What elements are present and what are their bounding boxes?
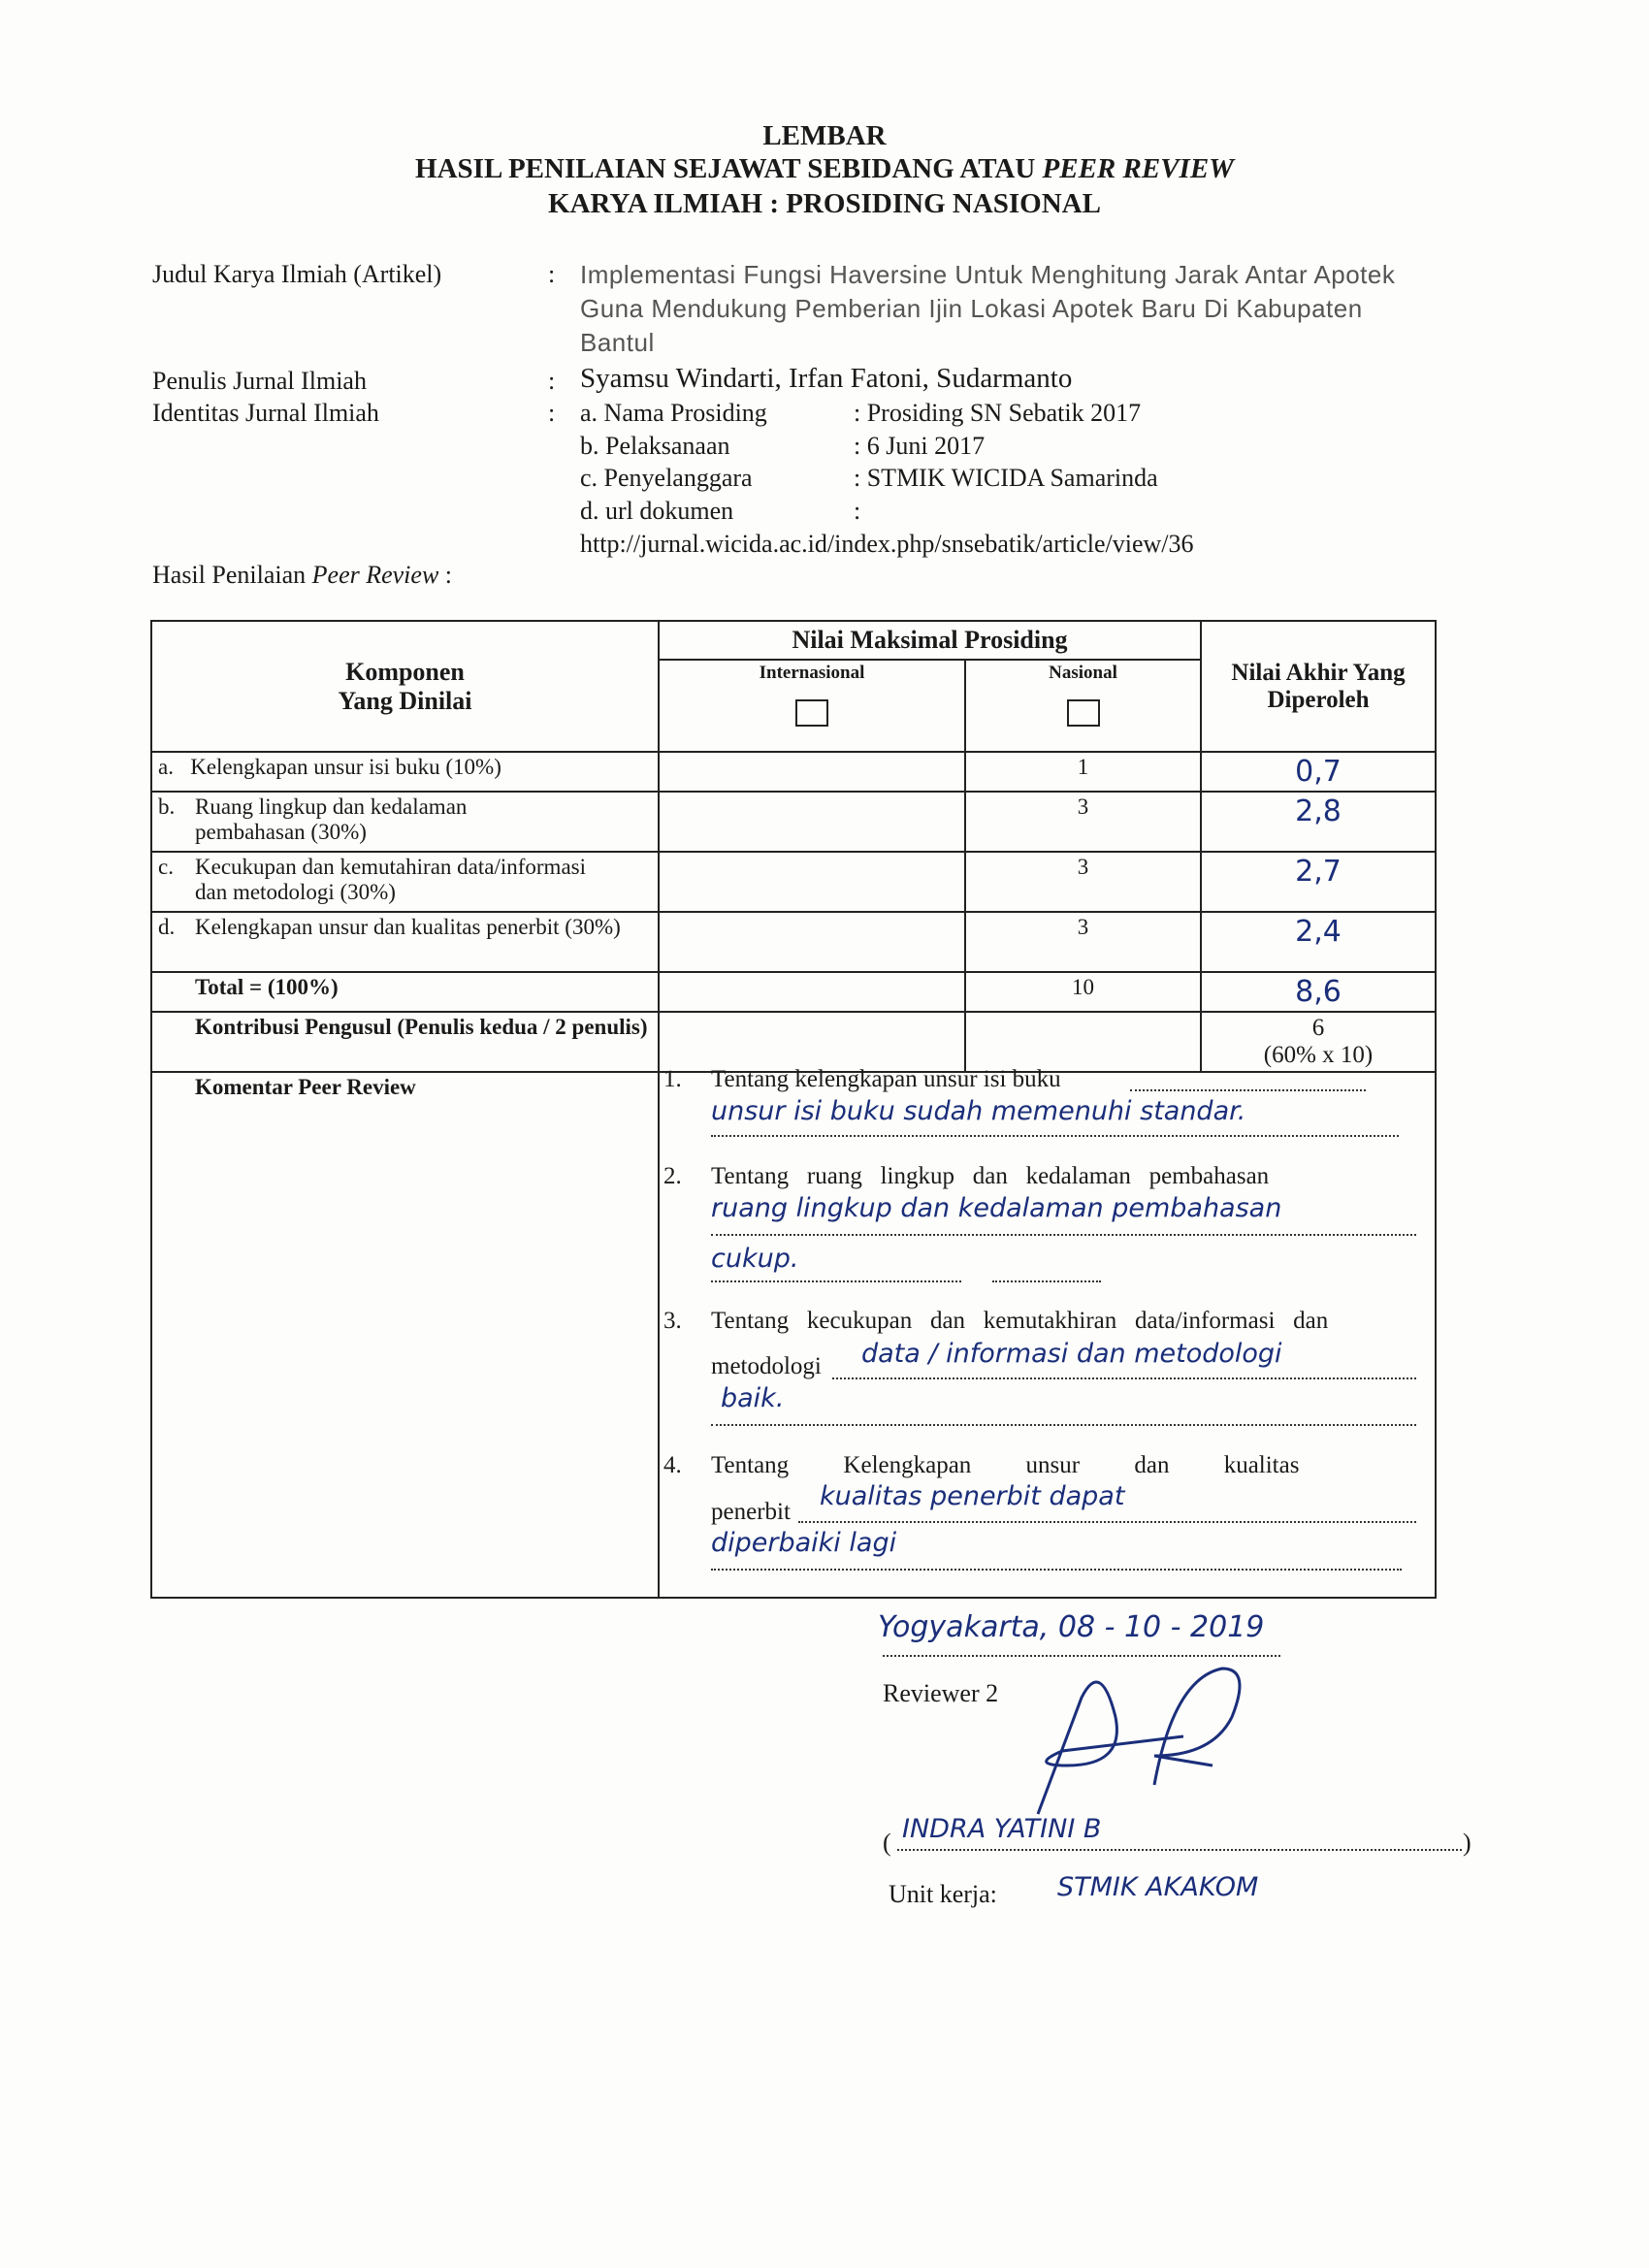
kontribusi-internasional [659,1012,965,1072]
table-row [151,912,1436,972]
unit-value: STMIK AKAKOM [1057,1872,1259,1902]
identitas-item-b-label: b. Pelaksanaan [580,432,730,460]
nilai-akhir-header-2: Diperoleh [1267,686,1370,713]
komponen-header [151,621,659,752]
comment-3-text: Tentang kecukupan dan kemutakhiran data/informasi dan [711,1308,1329,1334]
table-row [151,852,1436,912]
judul-line-1: Implementasi Fungsi Haversine Untuk Menghitung Jarak Antar Apotek [580,260,1396,289]
comment-3-dots-2 [711,1424,1416,1426]
kontribusi-value: 6 [1311,1015,1325,1041]
total-akhir: 8,6 [1201,972,1436,1012]
row-a-akhir: 0,7 [1201,752,1436,792]
header-line-2 [0,153,1649,185]
comment-2-dots [711,1234,1416,1236]
reviewer-label: Reviewer 2 [883,1679,999,1707]
comment-4-dots-2 [711,1569,1402,1571]
reviewer-name-dots [897,1849,1462,1851]
row-letter: b. [158,794,176,819]
row-b-nasional: 3 [965,792,1201,852]
penulis-colon: : [548,367,556,395]
row-letter: a. [158,755,174,779]
nasional-checkbox[interactable] [1067,699,1100,727]
identitas-item-d-value: : [854,497,861,525]
comment-2-hand-1: ruang lingkup dan kedalaman pembahasan [711,1193,1282,1223]
penulis-value: Syamsu Windarti, Irfan Fatoni, Sudarmanto [580,363,1073,394]
row-a-internasional [659,752,965,792]
hasil-label-text: Hasil Penilaian [152,561,312,589]
table-row [151,1012,1436,1072]
total-label: Total = (100%) [151,972,659,1012]
comment-1-text: Tentang kelengkapan unsur isi buku [711,1066,1061,1092]
row-c-internasional [659,852,965,912]
row-b-label [151,792,659,852]
kontribusi-label: Kontribusi Pengusul (Penulis kedua / 2 penulis) [151,1012,659,1072]
nasional-cell [965,660,1201,752]
reviewer-name: INDRA YATINI B [902,1814,1102,1844]
nilai-akhir-header-1: Nilai Akhir Yang [1231,659,1406,686]
comment-3-hand-1: data / informasi dan metodologi [861,1339,1282,1369]
identitas-item-d-label: d. url dokumen [580,497,734,525]
row-c-label [151,852,659,912]
row-d-akhir: 2,4 [1201,912,1436,972]
nilai-akhir-header [1201,621,1436,752]
row-a-label [151,752,659,792]
comment-3-num: 3. [663,1308,682,1334]
total-internasional [659,972,965,1012]
row-a-nasional: 1 [965,752,1201,792]
comment-4-text-2: penerbit [711,1499,791,1525]
judul-colon: : [548,260,556,288]
identitas-item-a-label: a. Nama Prosiding [580,399,767,427]
reviewer-name-open: ( [883,1829,891,1857]
comment-3-dots [832,1377,1416,1379]
header-line-2-text: HASIL PENILAIAN SEJAWAT SEBIDANG ATAU [415,153,1043,184]
comment-4-dots [798,1521,1416,1523]
comment-3-hand-2: baik. [721,1383,785,1413]
hasil-label [152,561,452,590]
comment-4-hand-1: kualitas penerbit dapat [820,1481,1125,1511]
row-d-nasional: 3 [965,912,1201,972]
hasil-label-italic: Peer Review [311,561,439,589]
unit-label: Unit kerja: [889,1880,997,1908]
reviewer-name-close: ) [1463,1829,1471,1857]
row-label: Kelengkapan unsur isi buku (10%) [190,755,501,779]
table-row [151,972,1436,1012]
row-c-nasional: 3 [965,852,1201,912]
nilai-maks-header: Nilai Maksimal Prosiding [659,621,1201,660]
url-link[interactable]: http://jurnal.wicida.ac.id/index.php/snsebatik/article/view/36 [580,530,1194,558]
comment-1-dots-2 [711,1135,1399,1137]
row-d-internasional [659,912,965,972]
row-letter: c. [158,855,174,879]
comment-2-dots-3 [992,1280,1101,1282]
internasional-cell [659,660,965,752]
row-letter: d. [158,915,176,939]
comment-1-num: 1. [663,1066,682,1092]
comment-4-hand-2: diperbaiki lagi [711,1528,897,1558]
row-label: Kelengkapan unsur dan kualitas penerbit (30%) [195,915,621,939]
judul-line-2: Guna Mendukung Pemberian Ijin Lokasi Apotek Baru Di Kabupaten [580,294,1363,323]
total-nasional: 10 [965,972,1201,1012]
comment-4-text: Tentang Kelengkapan unsur dan kualitas [711,1452,1300,1478]
internasional-checkbox[interactable] [795,699,828,727]
identitas-item-b-value: : 6 Juni 2017 [854,432,986,460]
comment-2-hand-2: cukup. [711,1244,799,1274]
comment-4-num: 4. [663,1452,682,1478]
identitas-item-a-value: : Prosiding SN Sebatik 2017 [854,399,1142,427]
identitas-item-c-label: c. Penyelanggara [580,464,753,492]
header-line-2-italic: PEER REVIEW [1042,153,1234,184]
comment-1-dots [1130,1089,1366,1091]
identitas-item-c-value: : STMIK WICIDA Samarinda [854,464,1158,492]
kontribusi-nasional [965,1012,1201,1072]
kontribusi-calc: (60% x 10) [1263,1042,1374,1068]
row-b-internasional [659,792,965,852]
identitas-label: Identitas Jurnal Ilmiah [152,399,379,427]
header-line-1: LEMBAR [762,120,887,151]
row-d-label [151,912,659,972]
comment-2-text: Tentang ruang lingkup dan kedalaman pembahasan [711,1163,1270,1189]
table-row [151,752,1436,792]
kontribusi-value-cell [1201,1012,1436,1072]
place-date: Yogyakarta, 08 - 10 - 2019 [878,1610,1265,1644]
komponen-header-2: Yang Dinilai [338,686,472,715]
place-date-dots [883,1655,1280,1657]
penulis-label: Penulis Jurnal Ilmiah [152,367,367,395]
row-b-akhir: 2,8 [1201,792,1436,852]
identitas-colon: : [548,399,556,427]
header-line-3: KARYA ILMIAH : PROSIDING NASIONAL [548,188,1101,219]
comment-2-num: 2. [663,1163,682,1189]
comment-3-text-2: metodologi [711,1353,822,1379]
table-row [151,792,1436,852]
judul-label: Judul Karya Ilmiah (Artikel) [152,260,442,288]
komentar-label: Komentar Peer Review [151,1072,659,1598]
comment-2-dots-2 [711,1280,961,1282]
judul-line-3: Bantul [580,328,655,357]
row-label: Ruang lingkup dan kedalaman pembahasan (30%) [195,794,468,844]
row-label: Kecukupan dan kemutahiran data/informasi dan metodologi (30%) [195,855,586,904]
komponen-header-1: Komponen [345,657,465,686]
internasional-label: Internasional [759,663,865,683]
nasional-label: Nasional [1049,663,1117,683]
hasil-label-suffix: : [438,561,453,589]
row-c-akhir: 2,7 [1201,852,1436,912]
signature-mark [1009,1659,1280,1833]
table-row [151,1072,1436,1598]
comment-1-hand: unsur isi buku sudah memenuhi standar. [711,1096,1246,1126]
